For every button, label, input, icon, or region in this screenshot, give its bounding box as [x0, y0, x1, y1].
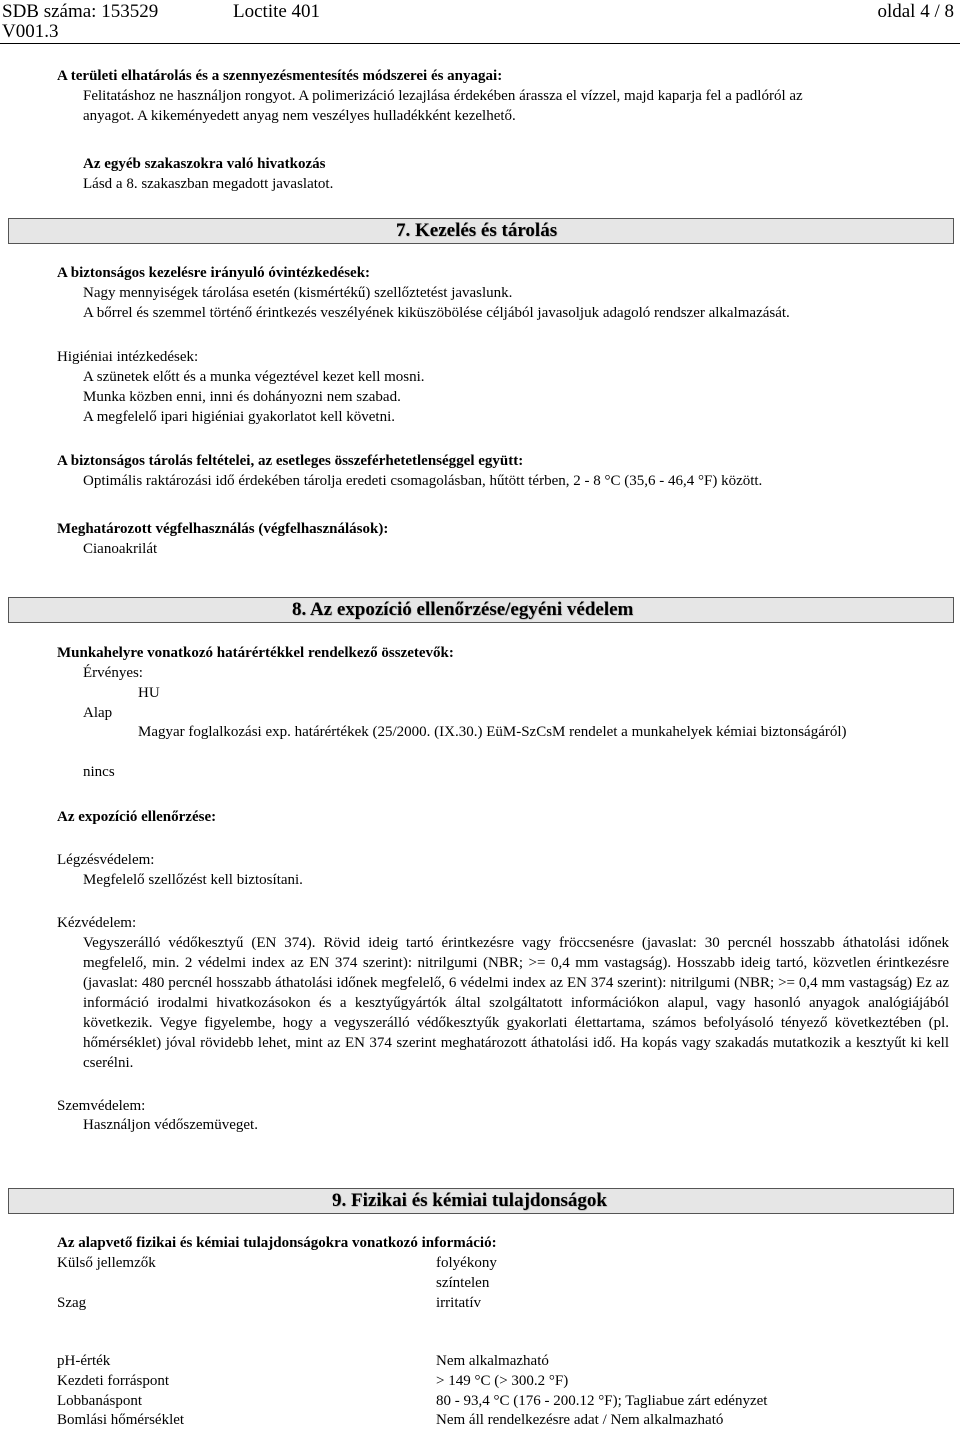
hand-label: Kézvédelem:	[57, 915, 137, 931]
end-use-text: Cianoakrilát	[83, 541, 158, 557]
product-name: Loctite 401	[233, 1, 321, 22]
property-label: pH-érték	[57, 1353, 111, 1369]
property-label: Bomlási hőmérséklet	[57, 1412, 185, 1428]
hygiene-line-3: A megfelelő ipari higiéniai gyakorlatot kell követni.	[83, 409, 395, 425]
section-7-header	[8, 218, 954, 244]
property-value: Nem áll rendelkezésre adat / Nem alkalmazható	[436, 1412, 724, 1428]
cleanup-heading: A területi elhatárolás és a szennyezésmentesítés módszerei és anyagai:	[57, 68, 503, 84]
basis-text: Magyar foglalkozási exp. határértékek (25/2000. (IX.30.) EüM-SzCsM rendelet a munkahelyek kémiai biztonságáról)	[138, 724, 847, 740]
property-label: Külső jellemzők	[57, 1255, 156, 1271]
none-value: nincs	[83, 764, 115, 780]
section-8-title: 8. Az expozíció ellenőrzése/egyéni védelem	[292, 599, 634, 620]
version: V001.3	[2, 21, 59, 42]
section-9-title: 9. Fizikai és kémiai tulajdonságok	[332, 1190, 607, 1211]
respiratory-label: Légzésvédelem:	[57, 852, 155, 868]
reference-heading: Az egyéb szakaszokra való hivatkozás	[83, 156, 326, 172]
exposure-control-heading: Az expozíció ellenőrzése:	[57, 809, 217, 825]
cleanup-line-2: anyagot. A kikeményedett anyag nem veszélyes hulladékként kezelhető.	[83, 108, 516, 124]
page-number: oldal 4 / 8	[877, 1, 954, 22]
hand-protection-text: Vegyszerálló védőkesztyű (EN 374). Rövid ideig tartó érintkezésre vagy fröccsenésre (javaslat: 30 percnél hosszabb áthatolási időnek megfelelő, min. 2 védelmi index az EN 374 szerint): nitrilgumi (NBR; >= 0,4 mm vastagság). Hosszabb ideig tartó, közvetlen érintkezésre (javaslat: 480 percnél hosszabb áthatolási időnek megfelelő, 6 védelmi index az EN 374 szerint): nitrilgumi (NBR; >= 0,4 mm vastagság) Ez az információ irodalmi hivatkozásokon és a kesztyűgyártók által szolgáltatott információkon alapul, vagy hasonló anyagok analógiájából következik. Vegye figyelembe, hogy a vegyszerálló védőkesztyűk gyakorlati élettartama, számos befolyásoló tényező következtében (pl. hőmérséklet) jóval rövidebb lehet, mint az EN 374 szerint meghatározott áthatolási idő. Ha kopás vagy szakadás mutatkozik a kesztyűt ki kell cserélni.	[83, 935, 949, 1071]
end-use-heading: Meghatározott végfelhasználás (végfelhasználások):	[57, 521, 389, 537]
safe-handling-heading: A biztonságos kezelésre irányuló óvintézkedések:	[57, 265, 371, 281]
storage-heading: A biztonságos tárolás feltételei, az esetleges összeférhetetlenséggel együtt:	[57, 453, 524, 469]
property-value: színtelen	[436, 1275, 490, 1291]
eye-label: Szemvédelem:	[57, 1098, 146, 1114]
property-value: > 149 °C (> 300.2 °F)	[436, 1373, 569, 1389]
limits-heading: Munkahelyre vonatkozó határértékkel rendelkező összetevők:	[57, 645, 454, 661]
reference-text: Lásd a 8. szakaszban megadott javaslatot.	[83, 176, 334, 192]
safe-handling-line-2: A bőrrel és szemmel történő érintkezés veszélyének kiküszöbölése céljából javasoljuk adagoló rendszer alkalmazását.	[83, 305, 790, 321]
section-9-header	[8, 1188, 954, 1214]
property-value: irritatív	[436, 1295, 481, 1311]
safe-handling-line-1: Nagy mennyiségek tárolása esetén (kismértékű) szellőztetést javaslunk.	[83, 285, 513, 301]
section-8-header	[8, 597, 954, 623]
cleanup-line-1: Felitatáshoz ne használjon rongyot. A polimerizáció lezajlása érdekében árassza el vízzel, majd kaparja fel a padlóról az	[83, 88, 803, 104]
valid-label: Érvényes:	[83, 665, 143, 681]
section-7-title: 7. Kezelés és tárolás	[396, 220, 558, 241]
eye-text: Használjon védőszemüveget.	[83, 1117, 258, 1133]
property-value: 80 - 93,4 °C (176 - 200.12 °F); Tagliabue zárt edényzet	[436, 1393, 768, 1409]
hygiene-line-1: A szünetek előtt és a munka végeztével kezet kell mosni.	[83, 369, 425, 385]
country-code: HU	[138, 685, 160, 701]
header-rule	[0, 43, 960, 44]
property-label: Lobbanáspont	[57, 1393, 142, 1409]
hygiene-line-2: Munka közben enni, inni és dohányozni nem szabad.	[83, 389, 401, 405]
properties-heading: Az alapvető fizikai és kémiai tulajdonságokra vonatkozó információ:	[57, 1235, 497, 1251]
property-label: Szag	[57, 1295, 87, 1311]
basis-label: Alap	[83, 705, 113, 721]
hygiene-heading: Higiéniai intézkedések:	[57, 349, 199, 365]
property-value: folyékony	[436, 1255, 497, 1271]
property-value: Nem alkalmazható	[436, 1353, 549, 1369]
property-label: Kezdeti forráspont	[57, 1373, 170, 1389]
respiratory-text: Megfelelő szellőzést kell biztosítani.	[83, 872, 303, 888]
storage-text: Optimális raktározási idő érdekében tárolja eredeti csomagolásban, hűtött térben, 2 - 8 °C (35,6 - 46,4 °F) között.	[83, 473, 763, 489]
sdb-number: SDB száma: 153529	[2, 1, 159, 22]
